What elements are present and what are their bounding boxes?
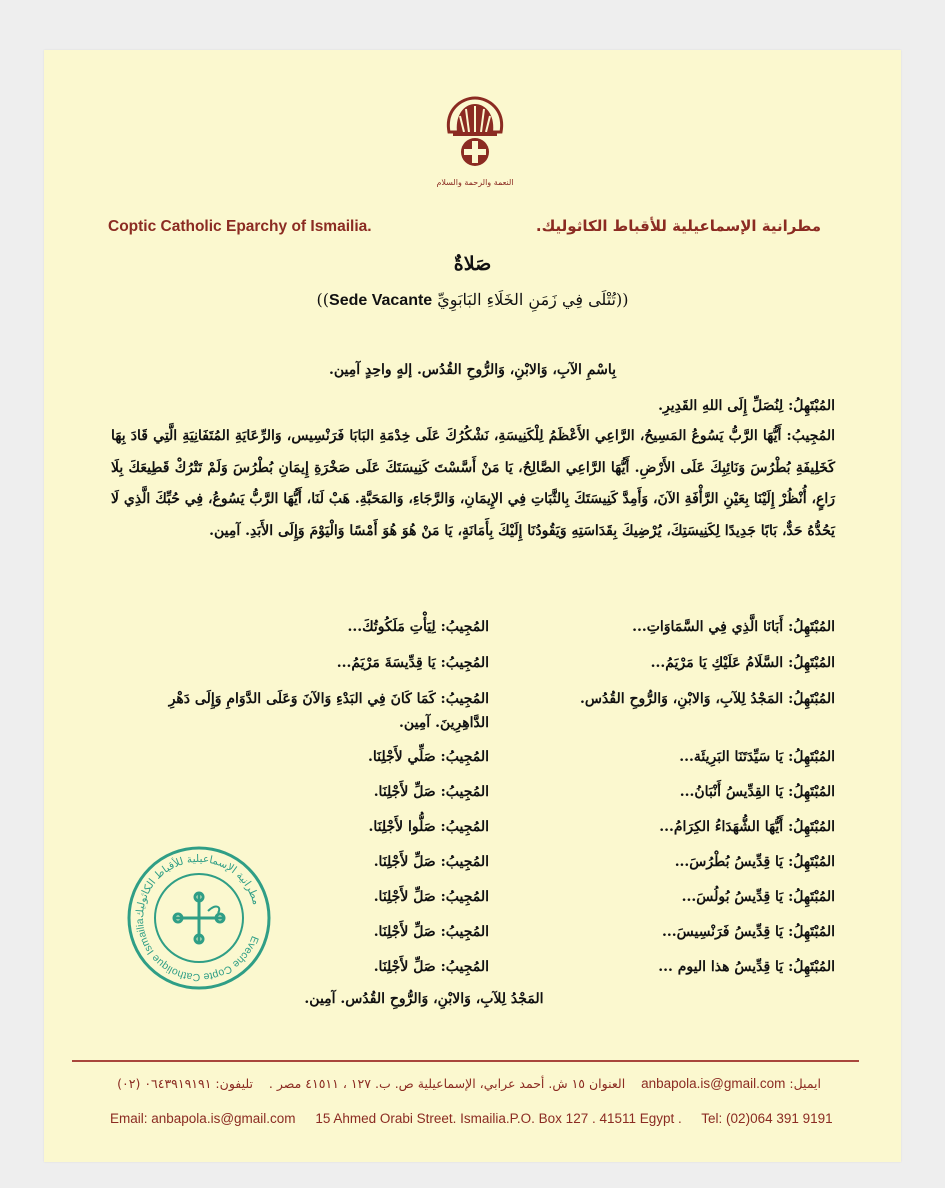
footer-ar-email-label: ايميل: bbox=[785, 1076, 821, 1091]
priest-intro: المُبْتَهِلُ: لِنُصَلِّ إِلَى اللهِ القَدِيرِ. bbox=[658, 398, 835, 414]
prayer-title: صَلاةٌ bbox=[453, 253, 492, 275]
response-paragraph: المُجِيبُ: أَيُّهَا الرَّبُّ يَسُوعُ المَسِيحُ، الرَّاعِي الأَعْظَمُ لِلْكَنِيسَةِ، نَشْكُرُكَ عَلَى خِدْمَةِ البَابَا فَرَنْسِيس، وَالرِّعَايَةِ المُتَفَانِيَةِ الَّتِي قَادَ بِهَا كَخَلِيفَةِ بُطْرُسَ وَنَائِبِكَ عَلَى الأَرْضِ. أَيُّهَا الرَّاعِي الصَّالِحُ، يَا مَنْ أَسَّسْتَ كَنِيسَتَكَ عَلَى صَخْرَةِ إِيمَانِ بُطْرُسَ وَلَمْ تَتْرُكْ قَطِيعَكَ بِلَا رَاعٍ، أُنْظُرْ إِلَيْنَا بِعَيْنِ الرَّأْفَةِ الآنَ، وَأَمِدَّ كَنِيسَتَكَ بِالثَّبَاتِ فِي الإِيمَانِ، وَالرَّجَاءِ، وَالمَحَبَّةِ. هَبْ لَنَا، أَيُّهَا الرَّبُّ يَسُوعُ، فِي حُبِّكَ الَّذِي لَا يَحُدُّهُ حَدٌّ، بَابًا جَدِيدًا لِكَنِيسَتِكَ، يُرْضِيكَ بِقَدَاسَتِهِ وَيَقُودُنَا إِلَيْكَ بِأَمَانَةٍ، يَا مَنْ هُوَ هُوَ أَمْسًا وَالْيَوْمَ وَإِلَى الأَبَدِ. آمِين. bbox=[111, 428, 835, 539]
opening-invocation: بِاسْمِ الآبِ، وَالابْنِ، وَالرُّوحِ القُدُس. إلهٍ واحِدٍ آمِين. bbox=[328, 362, 617, 378]
subtitle-close: )) bbox=[316, 290, 330, 309]
footer-divider bbox=[72, 1060, 859, 1062]
litany-priest-line: المُبْتَهِلُ: يَا قِدِّيسُ هذا اليوم ... bbox=[658, 959, 835, 975]
litany-priest-line: المُبْتَهِلُ: يَا القِدِّيسُ أَنْبَانُ... bbox=[679, 784, 835, 800]
stamp-text-french: Eveche Copte Catholique Ismailia bbox=[133, 918, 261, 984]
footer-ar-address: العنوان ١٥ ش. أحمد عرابي، الإسماعيلية ص. ب. ١٢٧ ، ٤١٥١١ مصر . bbox=[268, 1076, 626, 1091]
closing-doxology: المَجْدُ لِلآبِ، وَالابْنِ، وَالرُّوحِ القُدُس. آمِين. bbox=[304, 991, 544, 1007]
litany-response-line: المُجِيبُ: صَلِّ لأَجْلِنَا. bbox=[373, 959, 489, 975]
footer-en-address: 15 Ahmed Orabi Street. Ismailia.P.O. Box 127 . 41511 Egypt . bbox=[315, 1111, 682, 1126]
litany-priest-line: المُبْتَهِلُ: يَا قِدِّيسُ بُطْرُسَ... bbox=[674, 854, 835, 870]
litany-response-line: المُجِيبُ: صَلِّ لأَجْلِنَا. bbox=[373, 889, 489, 905]
document-page bbox=[44, 50, 901, 1162]
subtitle-arabic: ((تُتْلَى فِي زَمَنِ الخَلَاءِ البَابَوِيِّ bbox=[432, 290, 629, 309]
litany-response-line: المُجِيبُ: صَلِّ لأَجْلِنَا. bbox=[373, 854, 489, 870]
litany-response-line: المُجِيبُ: يَا قِدِّيسَةَ مَرْيَمُ... bbox=[336, 655, 489, 671]
footer-en-phone: Tel: (02)064 391 9191 bbox=[701, 1111, 833, 1126]
litany-priest-line: المُبْتَهِلُ: يَا قِدِّيسُ فَرَنْسِيسَ... bbox=[662, 924, 835, 940]
footer-arabic bbox=[117, 1076, 821, 1091]
litany-response-line: المُجِيبُ: صَلِّ لأَجْلِنَا. bbox=[373, 924, 489, 940]
footer-en-email[interactable]: Email: anbapola.is@gmail.com bbox=[110, 1111, 296, 1126]
stamp-text-arabic: مطرانية الإسماعيلية للأقباط الكاثوليك bbox=[133, 852, 263, 919]
litany-priest-line: المُبْتَهِلُ: يَا سَيِّدَتَنَا البَرِيئَة... bbox=[679, 749, 835, 765]
eparchy-seal-stamp-icon bbox=[126, 845, 272, 991]
footer-ar-email[interactable]: anbapola.is@gmail.com bbox=[641, 1076, 786, 1091]
litany-priest-line: المُبْتَهِلُ: السَّلَامُ عَلَيْكِ يَا مَرْيَمُ... bbox=[650, 655, 835, 671]
litany-priest-line: المُبْتَهِلُ: أَبَانَا الَّذِي فِي السَّمَاوَاتِ... bbox=[632, 619, 835, 635]
litany-response-line: المُجِيبُ: صَلِّي لأَجْلِنَا. bbox=[367, 749, 489, 765]
logo-caption: النعمة والرحمة والسلام bbox=[436, 178, 514, 187]
prayer-subtitle bbox=[44, 290, 901, 310]
footer-ar-phone: تليفون: ٠٦٤٣٩١٩١٩١ (٠٢) bbox=[117, 1076, 253, 1091]
subtitle-latin: Sede Vacante bbox=[329, 292, 433, 309]
litany-response-line: المُجِيبُ: صَلِّ لأَجْلِنَا. bbox=[373, 784, 489, 800]
eparchy-name-arabic: مطرانية الإسماعيلية للأقباط الكاثوليك. bbox=[535, 217, 821, 235]
litany-priest-line: المُبْتَهِلُ: يَا قِدِّيسُ بُولُسَ... bbox=[681, 889, 835, 905]
litany-priest-line: المُبْتَهِلُ: المَجْدُ لِلآبِ، وَالابْنِ، وَالرُّوحِ القُدُس. bbox=[580, 691, 835, 707]
coptic-cross-shell-icon bbox=[435, 92, 515, 178]
litany-priest-line: المُبْتَهِلُ: أَيُّهَا الشُّهَدَاءُ الكِرَامُ... bbox=[659, 819, 835, 835]
litany-response-line: المُجِيبُ: صَلُّوا لأَجْلِنَا. bbox=[368, 819, 489, 835]
eparchy-logo bbox=[435, 92, 515, 200]
litany-response-line: المُجِيبُ: كَمَا كَانَ فِي البَدْءِ وَالآنَ وَعَلَى الدَّوَامِ وَإِلَى دَهْرِ الدَّاهِرِينَ. آمِين. bbox=[168, 691, 489, 731]
footer-english bbox=[110, 1111, 849, 1126]
litany-response-line: المُجِيبُ: لِيَأْتِ مَلَكُوتُكَ... bbox=[347, 619, 489, 635]
eparchy-name-english: Coptic Catholic Eparchy of Ismailia. bbox=[108, 218, 372, 235]
